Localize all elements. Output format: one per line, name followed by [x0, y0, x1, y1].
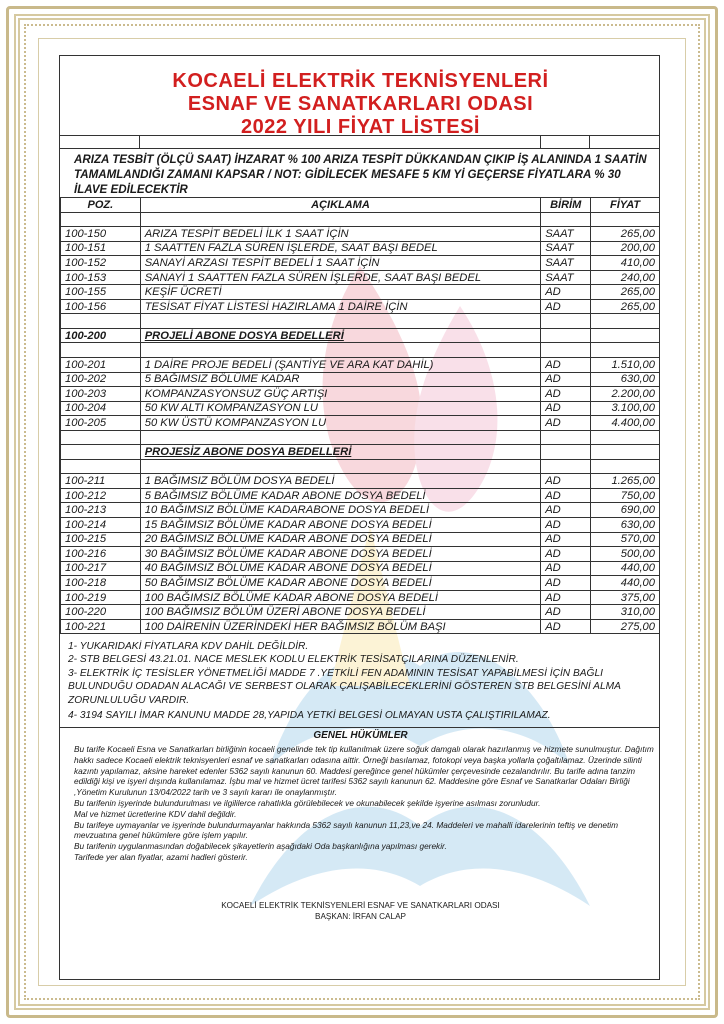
- cell-unit: AD: [541, 285, 591, 300]
- cell-price: [591, 459, 660, 474]
- cell-description: KOMPANZASYONSUZ GÜÇ ARTIŞI: [140, 387, 541, 402]
- cell-unit: AD: [541, 605, 591, 620]
- general-section-divider: [60, 727, 659, 728]
- cell-pos: 100-217: [61, 561, 141, 576]
- cell-price: 375,00: [591, 590, 660, 605]
- table-row: [61, 256, 660, 271]
- cell-price: 200,00: [591, 241, 660, 256]
- table-row: [61, 299, 660, 314]
- general-paragraph: Bu tarife Kocaeli Esna ve Sanatkarları birliğinin kocaeli genelinde tek tip kullanılmak üzere soğuk damgalı olarak hazırlanmış ve hizmete sunulmuştur. Dağıtım hakkı sadece Kocaeli elektrik teknisyenleri esnaf ve sanatkarları odasına aittir. Örneği basılamaz, fotokopi veya başka yollarla çoğaltılamaz. Üzerinde silinti kazıntı yapılamaz, aksine hareket edenler 5362 sayılı kanunun 60. Maddesi gereğince genel hükümler çerçevesinde cezalandırılır. Bu tarife adına tanzim edildiği kişi ve işyeri dışında kullanılamaz. İşbu mal ve hizmet ücret tarifesi 5362 sayılı kanunun 62. Maddesine göre Esnaf ve Sanatkarlar Odaları Birliği ,Yönetim Kurulunun 13/04/2022 tarih ve 3 sayılı kararı ile onaylanmıştır.: [74, 744, 654, 798]
- cell-description: 1 SAATTEN FAZLA SÜREN İŞLERDE, SAAT BAŞI BEDEL: [140, 241, 541, 256]
- table-row: [61, 372, 660, 387]
- cell-pos: 100-218: [61, 576, 141, 591]
- signature-organization: KOCAELİ ELEKTRİK TEKNİSYENLERİ ESNAF VE SANATKARLARI ODASI: [221, 901, 500, 910]
- table-row: [61, 387, 660, 402]
- column-header-price: FİYAT: [591, 198, 660, 213]
- cell-price: 410,00: [591, 256, 660, 271]
- cell-unit: AD: [541, 576, 591, 591]
- cell-description: 5 BAĞIMSIZ BÖLÜME KADAR ABONE DOSYA BEDELİ: [140, 488, 541, 503]
- cell-description: 20 BAĞIMSIZ BÖLÜME KADAR ABONE DOSYA BEDELİ: [140, 532, 541, 547]
- cell-price: 265,00: [591, 299, 660, 314]
- cell-unit: AD: [541, 474, 591, 489]
- cell-unit: AD: [541, 387, 591, 402]
- cell-unit: AD: [541, 372, 591, 387]
- cell-description: [140, 343, 541, 358]
- cell-pos: [61, 445, 141, 460]
- cell-unit: [541, 314, 591, 329]
- column-header-unit: BİRİM: [541, 198, 591, 213]
- cell-unit: AD: [541, 590, 591, 605]
- table-row: [61, 241, 660, 256]
- general-provisions-text: [74, 744, 654, 863]
- cell-price: 3.100,00: [591, 401, 660, 416]
- cell-description: SANAYİ 1 SAATTEN FAZLA SÜREN İŞLERDE, SAAT BAŞI BEDEL: [140, 270, 541, 285]
- fault-detection-notice: ARIZA TESBİT (ÖLÇÜ SAAT) İHZARAT % 100 ARIZA TESPİT DÜKKANDAN ÇIKIP İŞ ALANINDA 1 SAATİN TAMAMLANDIĞI ZAMANI KAPSAR / NOT: GİDİLECEK MESAFE 5 KM Yİ GEÇERSE FİYATLARA % 30 İLAVE EDİLECEKTİR: [74, 153, 647, 196]
- table-row: [61, 358, 660, 373]
- cell-unit: AD: [541, 561, 591, 576]
- table-row: [61, 590, 660, 605]
- cell-price: 500,00: [591, 547, 660, 562]
- cell-description: 5 BAĞIMSIZ BÖLÜME KADAR: [140, 372, 541, 387]
- footnote-item: 4- 3194 SAYILI İMAR KANUNU MADDE 28,YAPIDA YETKİ BELGESİ OLMAYAN USTA ÇALIŞTIRILAMAZ.: [68, 710, 551, 722]
- cell-description: [140, 459, 541, 474]
- cell-pos: 100-205: [61, 416, 141, 431]
- cell-pos: 100-153: [61, 270, 141, 285]
- cell-unit: SAAT: [541, 227, 591, 242]
- footnote-item: 1- YUKARIDAKİ FİYATLARA KDV DAHİL DEĞİLDİR.: [68, 641, 309, 652]
- table-row: [61, 285, 660, 300]
- cell-price: 240,00: [591, 270, 660, 285]
- cell-unit: [541, 212, 591, 227]
- cell-pos: [61, 212, 141, 227]
- cell-price: 4.400,00: [591, 416, 660, 431]
- cell-description: 1 DAİRE PROJE BEDELİ (ŞANTİYE VE ARA KAT DAHİL): [140, 358, 541, 373]
- cell-price: [591, 212, 660, 227]
- signature-president: BAŞKAN: İRFAN CALAP: [314, 912, 406, 921]
- cell-unit: AD: [541, 416, 591, 431]
- cell-description: ARIZA TESPİT BEDELİ İLK 1 SAAT İÇİN: [140, 227, 541, 242]
- cell-unit: AD: [541, 518, 591, 533]
- general-paragraph: Bu tarifenin işyerinde bulundurulması ve ilgililerce rahatlıkla görülebilecek ve okunabilecek şekilde işyerine asılması zorunludur.: [74, 797, 541, 808]
- cell-unit: [541, 445, 591, 460]
- table-row: [61, 430, 660, 445]
- title-line-2: ESNAF VE SANATKARLARI ODASI: [187, 93, 534, 115]
- cell-description: SANAYİ ARZASI TESPİT BEDELİ 1 SAAT İÇİN: [140, 256, 541, 271]
- cell-price: 1.265,00: [591, 474, 660, 489]
- cell-pos: 100-202: [61, 372, 141, 387]
- cell-unit: [541, 328, 591, 343]
- cell-pos: 100-211: [61, 474, 141, 489]
- cell-description: PROJESİZ ABONE DOSYA BEDELLERİ: [140, 445, 541, 460]
- cell-unit: AD: [541, 547, 591, 562]
- cell-pos: 100-204: [61, 401, 141, 416]
- table-row: [61, 532, 660, 547]
- cell-price: 310,00: [591, 605, 660, 620]
- cell-price: [591, 445, 660, 460]
- cell-pos: [61, 430, 141, 445]
- cell-price: 440,00: [591, 561, 660, 576]
- price-table-body: [61, 212, 660, 634]
- page-title: [60, 70, 661, 139]
- signature-block: [60, 900, 661, 922]
- cell-pos: 100-150: [61, 227, 141, 242]
- cell-price: 1.510,00: [591, 358, 660, 373]
- cell-pos: 100-220: [61, 605, 141, 620]
- column-header-description: AÇIKLAMA: [140, 198, 541, 213]
- cell-pos: 100-151: [61, 241, 141, 256]
- cell-description: PROJELİ ABONE DOSYA BEDELLERİ: [140, 328, 541, 343]
- cell-description: 30 BAĞIMSIZ BÖLÜME KADAR ABONE DOSYA BEDELİ: [140, 547, 541, 562]
- cell-unit: SAAT: [541, 256, 591, 271]
- cell-price: 630,00: [591, 372, 660, 387]
- cell-pos: 100-203: [61, 387, 141, 402]
- cell-price: [591, 343, 660, 358]
- table-row: [61, 547, 660, 562]
- general-paragraph: Bu tarifenin uygulanmasından doğabilecek şikayetlerin aşağıdaki Oda başkanlığına yapılması gerekir.: [74, 841, 447, 852]
- cell-price: 690,00: [591, 503, 660, 518]
- footnote-item: 2- STB BELGESİ 43.21.01. NACE MESLEK KODLU ELEKTRİK TESİSATÇILARINA DÜZENLENİR.: [68, 654, 519, 666]
- cell-description: 1 BAĞIMSIZ BÖLÜM DOSYA BEDELİ: [140, 474, 541, 489]
- cell-pos: 100-219: [61, 590, 141, 605]
- cell-unit: AD: [541, 299, 591, 314]
- table-row: [61, 343, 660, 358]
- table-row: [61, 459, 660, 474]
- cell-unit: AD: [541, 532, 591, 547]
- table-header-row: [61, 198, 660, 213]
- table-row: [61, 576, 660, 591]
- price-table: [60, 197, 660, 634]
- cell-price: [591, 430, 660, 445]
- table-row: [61, 314, 660, 329]
- general-paragraph: Mal ve hizmet ücretlerine KDV dahil değildir.: [74, 808, 237, 819]
- table-row: [61, 474, 660, 489]
- cell-unit: AD: [541, 488, 591, 503]
- table-row: [61, 212, 660, 227]
- table-row: [61, 227, 660, 242]
- table-row: [61, 619, 660, 634]
- cell-pos: 100-221: [61, 619, 141, 634]
- footnotes: [68, 640, 656, 722]
- cell-unit: AD: [541, 401, 591, 416]
- cell-price: [591, 328, 660, 343]
- cell-pos: 100-155: [61, 285, 141, 300]
- cell-price: 265,00: [591, 227, 660, 242]
- table-row: [61, 503, 660, 518]
- cell-pos: 100-156: [61, 299, 141, 314]
- cell-description: TESİSAT FİYAT LİSTESİ HAZIRLAMA 1 DAİRE İÇİN: [140, 299, 541, 314]
- table-row: [61, 401, 660, 416]
- title-line-1: KOCAELİ ELEKTRİK TEKNİSYENLERİ: [172, 70, 549, 92]
- general-paragraph: Tarifede yer alan fiyatlar, azami hadleri gösterir.: [74, 851, 248, 862]
- cell-pos: 100-200: [61, 328, 141, 343]
- price-list-sheet: [59, 55, 660, 980]
- cell-pos: 100-201: [61, 358, 141, 373]
- cell-unit: [541, 430, 591, 445]
- table-row: [61, 270, 660, 285]
- cell-pos: 100-213: [61, 503, 141, 518]
- general-provisions-title: GENEL HÜKÜMLER: [313, 730, 408, 741]
- cell-pos: 100-214: [61, 518, 141, 533]
- cell-description: 40 BAĞIMSIZ BÖLÜME KADAR ABONE DOSYA BEDELİ: [140, 561, 541, 576]
- cell-description: 10 BAĞIMSIZ BÖLÜME KADARABONE DOSYA BEDELİ: [140, 503, 541, 518]
- cell-description: 50 KW ÜSTÜ KOMPANZASYON LU: [140, 416, 541, 431]
- table-row: [61, 561, 660, 576]
- header-rule-strip: [60, 135, 659, 149]
- cell-unit: [541, 459, 591, 474]
- cell-description: 15 BAĞIMSIZ BÖLÜME KADAR ABONE DOSYA BEDELİ: [140, 518, 541, 533]
- column-header-pos: POZ.: [61, 198, 141, 213]
- cell-unit: SAAT: [541, 270, 591, 285]
- cell-price: 2.200,00: [591, 387, 660, 402]
- cell-pos: 100-152: [61, 256, 141, 271]
- cell-pos: [61, 314, 141, 329]
- cell-price: [591, 314, 660, 329]
- cell-description: 100 DAİRENİN ÜZERİNDEKİ HER BAĞIMSIZ BÖLÜM BAŞI: [140, 619, 541, 634]
- cell-price: 275,00: [591, 619, 660, 634]
- cell-price: 750,00: [591, 488, 660, 503]
- table-row: [61, 328, 660, 343]
- cell-description: 100 BAĞIMSIZ BÖLÜME KADAR ABONE DOSYA BEDELİ: [140, 590, 541, 605]
- table-row: [61, 488, 660, 503]
- table-row: [61, 416, 660, 431]
- cell-pos: 100-212: [61, 488, 141, 503]
- cell-unit: SAAT: [541, 241, 591, 256]
- title-line-3: 2022 YILI FİYAT LİSTESİ: [241, 116, 480, 138]
- cell-description: [140, 430, 541, 445]
- cell-price: 265,00: [591, 285, 660, 300]
- cell-description: [140, 314, 541, 329]
- cell-unit: AD: [541, 358, 591, 373]
- cell-unit: [541, 343, 591, 358]
- cell-pos: [61, 343, 141, 358]
- cell-unit: AD: [541, 503, 591, 518]
- cell-description: 50 KW ALTI KOMPANZASYON LU: [140, 401, 541, 416]
- general-paragraph: Bu tarifeye uymayanlar ve işyerinde bulundurmayanlar hakkında 5362 sayılı kanunun 11,23,ve 24. Maddeleri ve mahalli idarelerinin teftiş ve denetim mevzuatına genel hükümlere göre işlem yapılır.: [74, 819, 619, 841]
- footnote-item: 3- ELEKTRİK İÇ TESİSLER YÖNETMELİĞİ MADDE 7 .YETKİLİ FEN ADAMININ TESİSAT YAPABİLMESİ İÇİN BAĞLI BULUNDUĞU ODADAN ALACAĞI VE SERBEST OLARAK ÇALIŞABİLECEKLERİNİ GÖSTEREN STB BELGESİNİ ALMA ZORUNLULUĞU VARDIR.: [68, 667, 621, 706]
- table-row: [61, 605, 660, 620]
- cell-price: 570,00: [591, 532, 660, 547]
- cell-description: 100 BAĞIMSIZ BÖLÜM ÜZERİ ABONE DOSYA BEDELİ: [140, 605, 541, 620]
- table-row: [61, 445, 660, 460]
- table-row: [61, 518, 660, 533]
- cell-price: 440,00: [591, 576, 660, 591]
- cell-description: KEŞİF ÜCRETİ: [140, 285, 541, 300]
- cell-price: 630,00: [591, 518, 660, 533]
- cell-pos: 100-216: [61, 547, 141, 562]
- cell-unit: AD: [541, 619, 591, 634]
- cell-description: [140, 212, 541, 227]
- cell-description: 50 BAĞIMSIZ BÖLÜME KADAR ABONE DOSYA BEDELİ: [140, 576, 541, 591]
- cell-pos: 100-215: [61, 532, 141, 547]
- cell-pos: [61, 459, 141, 474]
